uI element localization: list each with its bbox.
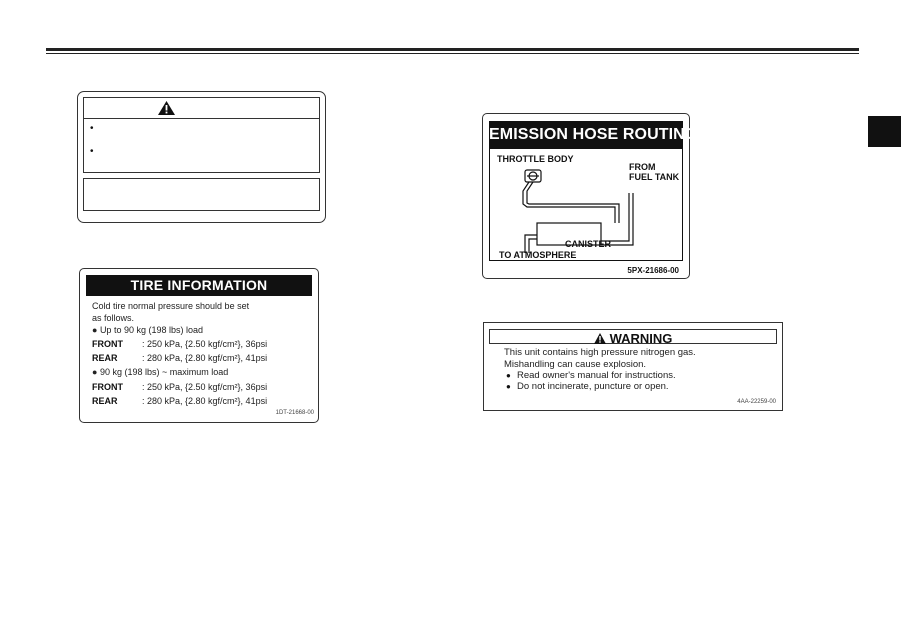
- rear-label: REAR: [92, 353, 118, 363]
- load-1-rear-value: : 280 kPa, {2.80 kgf/cm²}, 41psi: [142, 353, 268, 363]
- bullet: ●: [506, 371, 511, 380]
- load-2-front-value: : 250 kPa, {2.50 kgf/cm²}, 36psi: [142, 382, 268, 392]
- warning-label-header: [83, 97, 320, 119]
- warning-label-footer: [83, 178, 320, 211]
- header-rule-thick: [46, 48, 859, 51]
- to-atmosphere-label: TO ATMOSPHERE: [499, 250, 577, 260]
- load-2-text: 90 kg (198 lbs) ~ maximum load: [99, 367, 229, 377]
- warning-triangle-icon: [158, 101, 175, 115]
- warning-header: [489, 329, 777, 344]
- throttle-body-label: THROTTLE BODY: [497, 154, 574, 164]
- from-label: FROM: [629, 162, 656, 172]
- header-rule-thin: [46, 53, 859, 54]
- load-1-heading: ● Up to 90 kg (198 lbs) load: [92, 325, 203, 335]
- load-1-front-value: : 250 kPa, {2.50 kgf/cm²}, 36psi: [142, 339, 268, 349]
- warning-bullet-2: Do not incinerate, puncture or open.: [517, 381, 669, 392]
- load-1-text: Up to 90 kg (198 lbs) load: [99, 325, 203, 335]
- load-2-heading: ● 90 kg (198 lbs) ~ maximum load: [92, 367, 229, 377]
- bullet: •: [90, 146, 94, 157]
- front-label: FRONT: [92, 339, 123, 349]
- fuel-tank-label: FUEL TANK: [629, 172, 680, 182]
- emission-hose-routing-label: [482, 113, 698, 279]
- emission-label-code: 5PX-21686-00: [627, 266, 679, 275]
- tire-information-label: [79, 268, 319, 423]
- warning-line-1: This unit contains high pressure nitrogen gas.: [504, 347, 696, 358]
- warning-label: [77, 91, 326, 223]
- tire-intro-line-2: as follows.: [92, 313, 135, 323]
- rear-label: REAR: [92, 396, 118, 406]
- tire-info-title: TIRE INFORMATION: [86, 275, 312, 296]
- warning-label-code: 4AA-22259-00: [737, 399, 776, 405]
- nitrogen-gas-warning-label: [483, 322, 783, 411]
- bullet: ●: [506, 382, 511, 391]
- canister-label: CANISTER: [565, 239, 612, 249]
- chapter-tab: [868, 116, 901, 147]
- front-label: FRONT: [92, 382, 123, 392]
- tire-label-code: 1DT-21668-00: [275, 410, 314, 416]
- load-2-rear-value: : 280 kPa, {2.80 kgf/cm²}, 41psi: [142, 396, 268, 406]
- warning-title: WARNING: [609, 331, 673, 346]
- tire-intro-line-1: Cold tire normal pressure should be set: [92, 301, 250, 311]
- bullet: •: [90, 123, 94, 134]
- warning-label-body: [83, 119, 320, 173]
- emission-title: EMISSION HOSE ROUTING: [489, 121, 683, 149]
- warning-line-2: Mishandling can cause explosion.: [504, 359, 647, 370]
- warning-bullet-1: Read owner's manual for instructions.: [517, 370, 676, 381]
